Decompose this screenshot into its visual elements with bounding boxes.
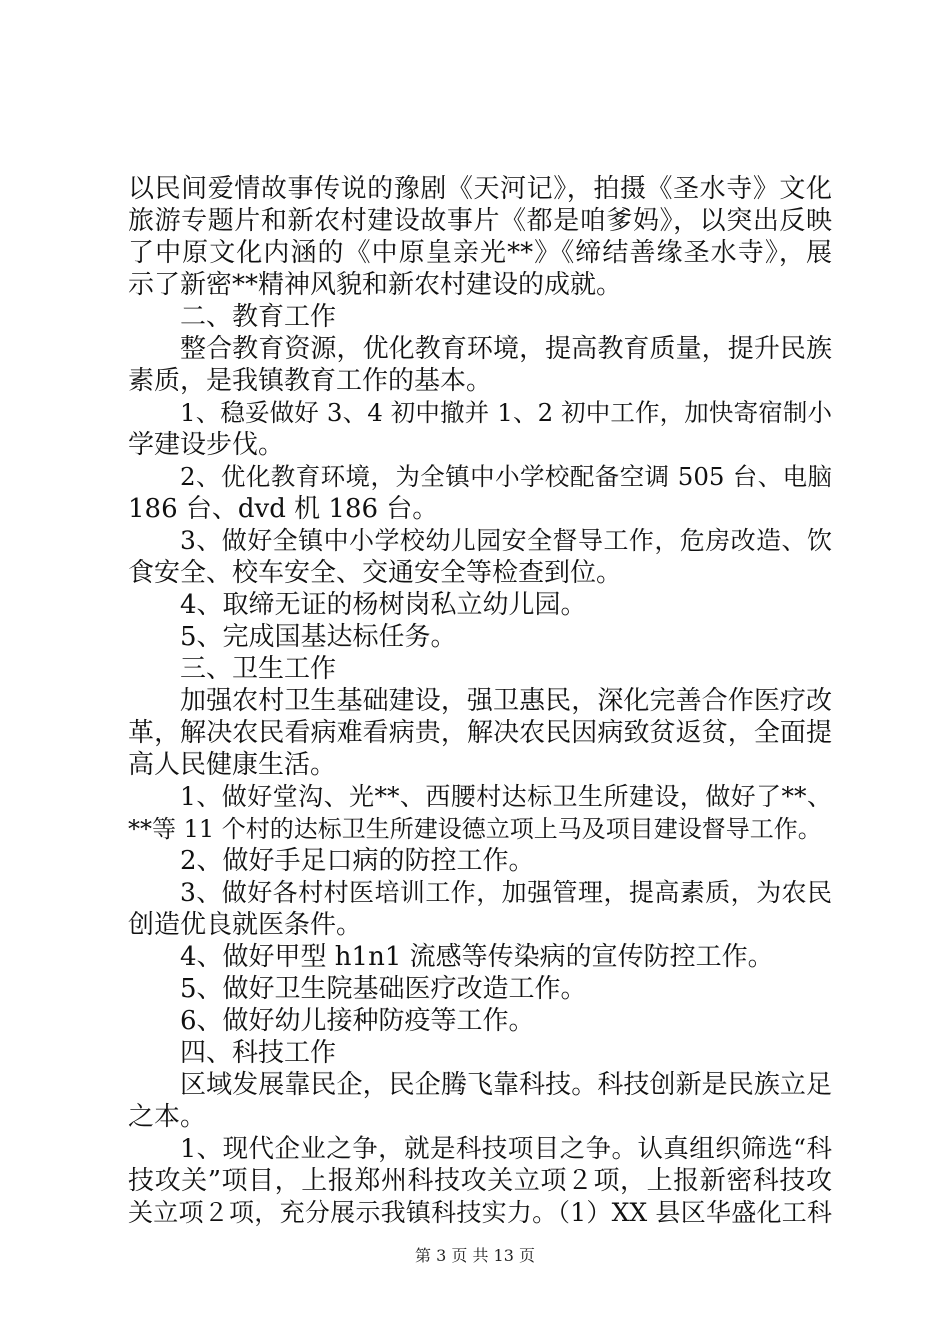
paragraph-line: 加强农村卫生基础建设，强卫惠民，深化完善合作医疗改 [180, 686, 832, 716]
list-item-line: 2、做好手足口病的防控工作。 [180, 846, 535, 876]
list-item-line: 1、稳妥做好 3、4 初中撤并 1、2 初中工作，加快寄宿制小 [180, 398, 832, 427]
list-item-line: 3、做好各村村医培训工作，加强管理，提高素质，为农民 [180, 878, 832, 907]
paragraph-line: 旅游专题片和新农村建设故事片《都是咱爹妈》，以突出反映 [128, 206, 832, 236]
list-item-line: 1、现代企业之争，就是科技项目之争。认真组织筛选“科 [180, 1134, 832, 1164]
paragraph-line: 之本。 [128, 1102, 207, 1132]
list-item-line: 2、优化教育环境，为全镇中小学校配备空调 505 台、电脑 [180, 462, 832, 491]
paragraph-line: 了中原文化内涵的《中原皇亲光**》《缔结善缘圣水寺》，展 [128, 238, 832, 268]
section-heading-technology: 四、科技工作 [180, 1038, 337, 1068]
list-item-line: 1、做好堂沟、光**、西腰村达标卫生所建设，做好了**、 [180, 782, 832, 811]
paragraph-line: 以民间爱情故事传说的豫剧《天河记》，拍摄《圣水寺》文化 [128, 174, 832, 204]
list-item-line: 创造优良就医条件。 [128, 910, 363, 940]
paragraph-line: 示了新密**精神风貌和新农村建设的成就。 [128, 270, 623, 300]
list-item-line: 4、取缔无证的杨树岗私立幼儿园。 [180, 590, 587, 620]
list-item-line: 186 台、dvd 机 186 台。 [128, 494, 439, 524]
paragraph-line: 高人民健康生活。 [128, 750, 337, 780]
page-number-footer: 第 3 页 共 13 页 [415, 1246, 535, 1265]
list-item-line: **等 11 个村的达标卫生所建设德立项上马及项目建设督导工作。 [128, 815, 822, 843]
list-item-line: 食安全、校车安全、交通安全等检查到位。 [128, 558, 623, 588]
list-item-line: 5、做好卫生院基础医疗改造工作。 [180, 974, 587, 1004]
list-item-line: 3、做好全镇中小学校幼儿园安全督导工作，危房改造、饮 [180, 526, 832, 555]
list-item-line: 技攻关”项目，上报郑州科技攻关立项２项，上报新密科技攻 [128, 1166, 832, 1196]
list-item-line: 5、完成国基达标任务。 [180, 622, 457, 652]
section-heading-health: 三、卫生工作 [180, 654, 337, 684]
paragraph-line: 革，解决农民看病难看病贵，解决农民因病致贫返贫，全面提 [128, 718, 832, 748]
list-item-line: 4、做好甲型 h1n1 流感等传染病的宣传防控工作。 [180, 942, 774, 972]
section-heading-education: 二、教育工作 [180, 302, 337, 332]
document-body [128, 173, 832, 1229]
list-item-line: 6、做好幼儿接种防疫等工作。 [180, 1006, 535, 1036]
paragraph-line: 整合教育资源，优化教育环境，提高教育质量，提升民族 [180, 334, 832, 364]
paragraph-line: 区域发展靠民企，民企腾飞靠科技。科技创新是民族立足 [180, 1070, 832, 1100]
list-item-line: 学建设步伐。 [128, 430, 285, 460]
paragraph-line: 素质，是我镇教育工作的基本。 [128, 366, 493, 396]
list-item-line: 关立项２项，充分展示我镇科技实力。（1）XX 县区华盛化工科 [128, 1198, 832, 1227]
